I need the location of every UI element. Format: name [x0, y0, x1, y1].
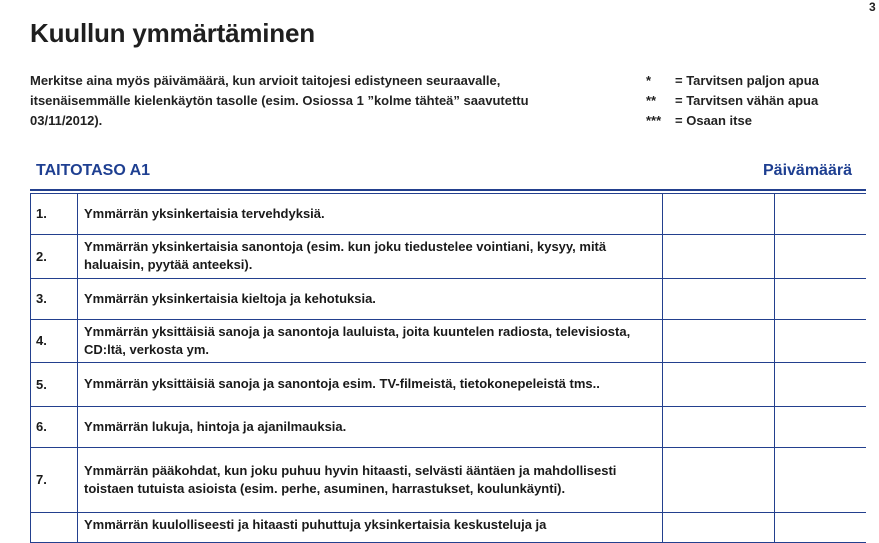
skill-description: Ymmärrän yksinkertaisia sanontoja (esim. kun joku tiedustelee vointiani, kysyy, mitä haluaisin, pyytää anteeksi).	[78, 235, 663, 279]
date-cell[interactable]	[775, 448, 867, 513]
date-cell[interactable]	[775, 320, 867, 363]
date-cell[interactable]	[775, 279, 867, 320]
table-row	[31, 279, 867, 320]
page-number: 3	[869, 0, 876, 14]
skills-table	[30, 193, 866, 543]
skill-description: Ymmärrän lukuja, hintoja ja ajanilmauksia.	[78, 407, 663, 448]
legend-text: = Tarvitsen paljon apua	[675, 73, 819, 88]
row-number: 1.	[31, 194, 78, 235]
legend-text: = Osaan itse	[675, 113, 752, 128]
row-number: 3.	[31, 279, 78, 320]
date-cell[interactable]	[775, 407, 867, 448]
skill-description: Ymmärrän kuulolliseesti ja hitaasti puhuttuja yksinkertaisia keskusteluja ja	[78, 513, 663, 543]
date-cell[interactable]	[663, 407, 775, 448]
skill-description: Ymmärrän yksittäisiä sanoja ja sanontoja lauluista, joita kuuntelen radiosta, televisiosta, CD:ltä, verkosta ym.	[78, 320, 663, 363]
table-row	[31, 235, 867, 279]
date-cell[interactable]	[663, 363, 775, 407]
row-number: 6.	[31, 407, 78, 448]
date-cell[interactable]	[775, 194, 867, 235]
date-cell[interactable]	[663, 279, 775, 320]
date-cell[interactable]	[663, 320, 775, 363]
date-cell[interactable]	[663, 235, 775, 279]
row-number	[31, 513, 78, 543]
date-cell[interactable]	[663, 513, 775, 543]
date-cell[interactable]	[775, 363, 867, 407]
date-column-heading: Päivämäärä	[763, 162, 852, 179]
date-cell[interactable]	[775, 513, 867, 543]
table-row	[31, 320, 867, 363]
row-number: 2.	[31, 235, 78, 279]
table-row	[31, 194, 867, 235]
skill-description: Ymmärrän yksinkertaisia tervehdyksiä.	[78, 194, 663, 235]
date-cell[interactable]	[663, 194, 775, 235]
legend-symbol: *	[646, 73, 652, 88]
row-number: 5.	[31, 363, 78, 407]
skill-description: Ymmärrän pääkohdat, kun joku puhuu hyvin hitaasti, selvästi ääntäen ja mahdollisesti toistaen tutuista asioista (esim. perhe, asuminen, harrastukset, koulunkäynti).	[78, 448, 663, 513]
table-row	[31, 513, 867, 543]
skill-description: Ymmärrän yksinkertaisia kieltoja ja kehotuksia.	[78, 279, 663, 320]
page-title: Kuullun ymmärtäminen	[30, 18, 315, 48]
legend-symbol: ***	[646, 113, 662, 128]
legend-row	[646, 91, 819, 111]
table-row	[31, 448, 867, 513]
heading-divider	[30, 189, 866, 191]
table-row	[31, 407, 867, 448]
row-number: 4.	[31, 320, 78, 363]
instructions-text: Merkitse aina myös päivämäärä, kun arvioit taitojesi edistyneen seuraavalle, itsenäisemmälle kielenkäytön tasolle (esim. Osiossa 1 ”kolme tähteä” saavutettu 03/11/2012).	[30, 73, 529, 128]
date-cell[interactable]	[663, 448, 775, 513]
row-number: 7.	[31, 448, 78, 513]
legend-symbol: **	[646, 93, 657, 108]
skill-description: Ymmärrän yksittäisiä sanoja ja sanontoja esim. TV-filmeistä, tietokonepeleistä tms..	[78, 363, 663, 407]
date-cell[interactable]	[775, 235, 867, 279]
legend-text: = Tarvitsen vähän apua	[675, 93, 819, 108]
skill-level-heading: TAITOTASO A1	[36, 162, 151, 179]
legend-row	[646, 111, 819, 131]
legend	[646, 71, 819, 131]
legend-row	[646, 71, 819, 91]
table-row	[31, 363, 867, 407]
